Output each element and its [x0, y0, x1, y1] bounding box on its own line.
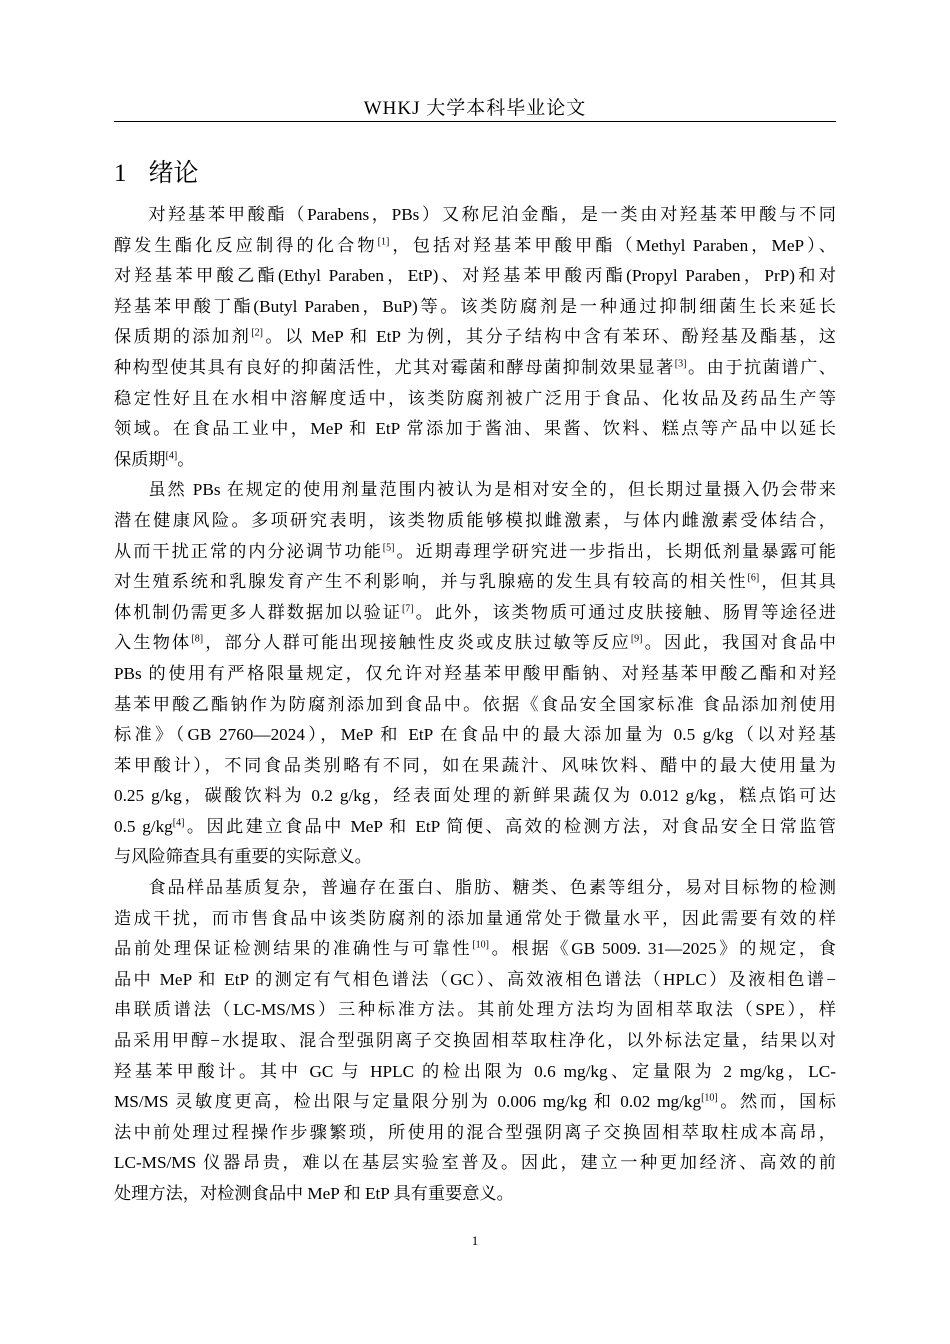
- text-run: 虽然 PBs 在规定的使用剂量范围内被认为是相对安全的，但长期过量摄入仍会带来: [148, 480, 836, 500]
- text-line: [114, 965, 836, 996]
- page-number: 1: [471, 1233, 479, 1248]
- text-run: 造成干扰，而市售食品中该类防腐剂的添加量通常处于微量水平，因此需要有效的样: [114, 908, 836, 928]
- paragraph: [114, 873, 836, 1210]
- text-run: 。然而，国标: [717, 1092, 836, 1112]
- text-line: [114, 322, 836, 353]
- text-run: 体机制仍需更多人群数据加以验证: [114, 602, 402, 622]
- text-line: [114, 842, 836, 873]
- citation-marker: [2]: [251, 327, 263, 339]
- text-run: 醇发生酯化反应制得的化合物: [114, 235, 378, 255]
- text-run: 对羟基苯甲酸酯（Parabens，PBs）又称尼泊金酯，是一类由对羟基苯甲酸与不同: [148, 205, 836, 224]
- text-run: 羟基苯甲酸计。其中 GC 与 HPLC 的检出限为 0.6 mg/kg、定量限为 2 mg/kg，LC-: [114, 1061, 836, 1081]
- chapter-number: 1: [114, 160, 127, 187]
- text-run: 潜在健康风险。多项研究表明，该类物质能够模拟雌激素，与体内雌激素受体结合，: [114, 510, 836, 530]
- text-line: [114, 384, 836, 415]
- text-run: 对生殖系统和乳腺发育产生不利影响，并与乳腺癌的发生具有较高的相关性: [114, 572, 748, 592]
- text-line: [114, 1026, 836, 1057]
- text-run: 从而干扰正常的内分泌调节功能: [114, 541, 383, 561]
- citation-marker: [3]: [674, 358, 687, 370]
- text-run: 品采用甲醇−水提取、混合型强阴离子交换固相萃取柱净化，以外标法定量，结果以对: [114, 1031, 836, 1051]
- citation-marker: [10]: [472, 939, 489, 951]
- text-run: 。: [177, 449, 195, 469]
- text-run: MS/MS 灵敏度更高，检出限与定量限分别为 0.006 mg/kg 和 0.02 mg/kg: [114, 1092, 702, 1112]
- text-run: ，包括对羟基苯甲酸甲酯（Methyl Paraben，MeP）、: [389, 235, 836, 255]
- text-run: 。因此建立食品中 MeP 和 EtP 简便、高效的检测方法，对食品安全日常监管: [184, 816, 836, 836]
- text-run: 品前处理保证检测结果的准确性与可靠性: [114, 939, 473, 959]
- citation-marker: [4]: [165, 450, 178, 462]
- text-run: 领域。在食品工业中，MeP 和 EtP 常添加于酱油、果酱、饮料、糕点等产品中以延长: [114, 419, 836, 439]
- text-line: [114, 995, 836, 1026]
- text-line: [114, 904, 836, 935]
- text-line: [114, 812, 836, 843]
- text-line: [114, 873, 836, 904]
- text-line: [114, 934, 836, 965]
- text-run: 稳定性好且在水相中溶解度适中，该类防腐剂被广泛用于食品、化妆品及药品生产等: [114, 388, 836, 408]
- citation-marker: [6]: [747, 572, 760, 584]
- text-run: 。由于抗菌谱广、: [686, 357, 836, 377]
- text-line: [114, 720, 836, 751]
- text-line: [114, 200, 836, 231]
- text-line: [114, 628, 836, 659]
- chapter-heading: [114, 153, 199, 189]
- citation-marker: [1]: [377, 235, 390, 247]
- text-run: 标准》（GB 2760—2024），MeP 和 EtP 在食品中的最大添加量为 0.5 g/kg（以对羟基: [114, 725, 836, 745]
- citation-marker: [9]: [630, 633, 643, 645]
- text-run: 。以 MeP 和 EtP 为例，其分子结构中含有苯环、酚羟基及酯基，这: [262, 327, 836, 347]
- citation-marker: [8]: [191, 633, 204, 645]
- text-run: 法中前处理过程操作步骤繁琐，所使用的混合型强阴离子交换固相萃取柱成本高昂，: [114, 1122, 836, 1142]
- text-line: [114, 292, 836, 323]
- text-run: 。此外，该类物质可通过皮肤接触、肠胃等途径进: [413, 602, 836, 622]
- paragraph: [114, 200, 836, 475]
- paragraph: [114, 475, 836, 873]
- text-run: 对羟基苯甲酸乙酯(Ethyl Paraben，EtP)、对羟基苯甲酸丙酯(Propyl Paraben，PrP)和对: [114, 266, 836, 286]
- text-line: [114, 1057, 836, 1088]
- text-line: [114, 598, 836, 629]
- text-line: [114, 1148, 836, 1179]
- text-line: [114, 751, 836, 782]
- text-line: [114, 690, 836, 721]
- text-line: [114, 261, 836, 292]
- document-body: [114, 200, 836, 1210]
- text-run: ，但其具: [759, 572, 836, 592]
- text-line: [114, 445, 836, 476]
- citation-marker: [10]: [701, 1092, 718, 1104]
- citation-marker: [5]: [382, 541, 395, 553]
- text-line: [114, 353, 836, 384]
- citation-marker: [7]: [401, 602, 414, 614]
- page-header: WHKJ 大学本科毕业论文: [363, 98, 587, 119]
- text-run: 串联质谱法（LC-MS/MS）三种标准方法。其前处理方法均为固相萃取法（SPE），样: [114, 1000, 836, 1020]
- text-run: 食品样品基质复杂，普遍存在蛋白、脂肪、糖类、色素等组分，易对目标物的检测: [148, 878, 836, 898]
- text-line: [114, 1087, 836, 1118]
- text-line: [114, 781, 836, 812]
- text-run: ，部分人群可能出现接触性皮炎或皮肤过敏等反应: [203, 633, 631, 653]
- text-run: 保质期: [114, 449, 166, 469]
- text-line: [114, 567, 836, 598]
- chapter-title: 绪论: [148, 158, 199, 187]
- citation-marker: [4]: [172, 817, 185, 829]
- text-run: 羟基苯甲酸丁酯(Butyl Paraben，BuP)等。该类防腐剂是一种通过抑制细菌生长来延长: [114, 296, 836, 316]
- text-line: [114, 1118, 836, 1149]
- text-run: 种构型使其具有良好的抑菌活性，尤其对霉菌和酵母菌抑制效果显著: [114, 357, 675, 377]
- text-run: LC-MS/MS 仪器昂贵，难以在基层实验室普及。因此，建立一种更加经济、高效的前: [114, 1153, 836, 1173]
- text-run: 。近期毒理学研究进一步指出，长期低剂量暴露可能: [394, 541, 836, 561]
- text-run: PBs 的使用有严格限量规定，仅允许对羟基苯甲酸甲酯钠、对羟基苯甲酸乙酯和对羟: [114, 663, 836, 683]
- text-line: [114, 659, 836, 690]
- header-divider: [114, 121, 836, 122]
- text-run: 基苯甲酸乙酯钠作为防腐剂添加到食品中。依据《食品安全国家标准 食品添加剂使用: [114, 694, 836, 714]
- text-run: 苯甲酸计），不同食品类别略有不同，如在果蔬汁、风味饮料、醋中的最大使用量为: [114, 755, 836, 775]
- text-run: 。根据《GB 5009. 31—2025》的规定，食: [488, 939, 836, 959]
- text-run: 处理方法，对检测食品中 MeP 和 EtP 具有重要意义。: [114, 1184, 514, 1203]
- text-run: 保质期的添加剂: [114, 327, 252, 347]
- text-run: 品中 MeP 和 EtP 的测定有气相色谱法（GC）、高效液相色谱法（HPLC）及液相色谱−: [114, 969, 836, 989]
- text-run: 与风险筛查具有重要的实际意义。: [114, 847, 372, 867]
- text-run: 入生物体: [114, 633, 192, 653]
- text-line: [114, 537, 836, 568]
- text-run: 0.5 g/kg: [114, 816, 173, 836]
- text-line: [114, 414, 836, 445]
- text-line: [114, 231, 836, 262]
- text-line: [114, 475, 836, 506]
- text-run: 0.25 g/kg，碳酸饮料为 0.2 g/kg，经表面处理的新鲜果蔬仅为 0.012 g/kg，糕点馅可达: [114, 786, 836, 806]
- text-line: [114, 1179, 836, 1210]
- text-line: [114, 506, 836, 537]
- text-run: 。因此，我国对食品中: [642, 633, 836, 653]
